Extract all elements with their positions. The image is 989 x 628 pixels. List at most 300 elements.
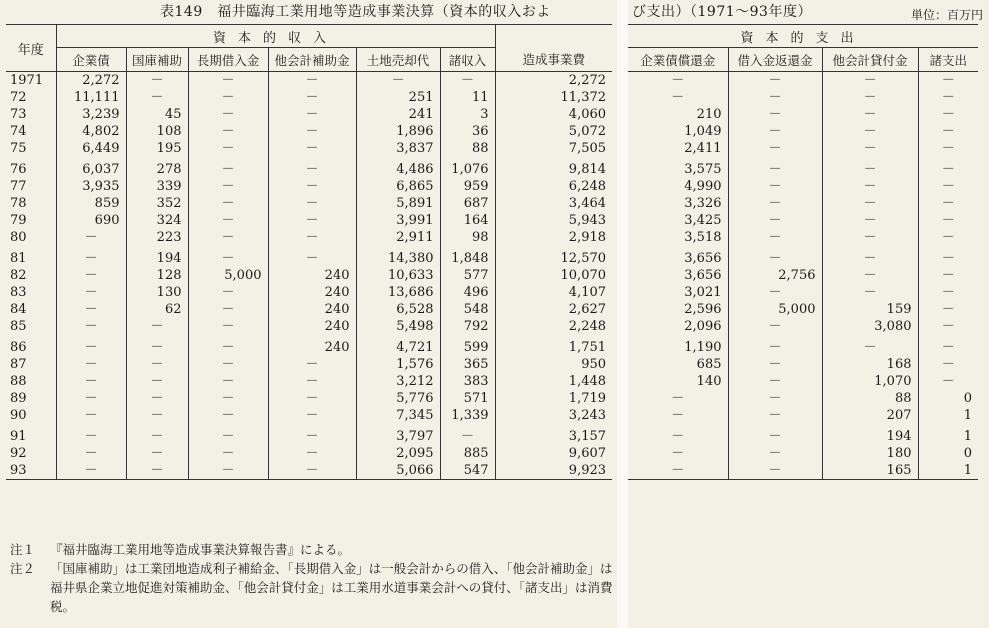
table-cell: － bbox=[918, 284, 978, 301]
table-cell: 7,345 bbox=[356, 407, 440, 424]
table-cell: － bbox=[822, 106, 918, 123]
table-row bbox=[628, 462, 978, 480]
table-title-right: び支出）（1971～93年度） bbox=[632, 4, 812, 20]
table-cell: － bbox=[728, 424, 822, 445]
table-cell: － bbox=[268, 356, 356, 373]
table-cell: － bbox=[440, 424, 495, 445]
note-text: 『福井臨海工業用地等造成事業決算報告書』による。 bbox=[50, 542, 351, 557]
table-row bbox=[6, 284, 612, 301]
table-cell: 1 bbox=[918, 462, 978, 480]
table-cell: 3,239 bbox=[56, 106, 126, 123]
table-cell: － bbox=[56, 424, 126, 445]
table-cell: － bbox=[126, 445, 188, 462]
table-cell: － bbox=[918, 212, 978, 229]
column-header: 造成事業費 bbox=[495, 48, 612, 72]
table-cell: 3,080 bbox=[822, 318, 918, 335]
table-row bbox=[628, 89, 978, 106]
table-cell: 6,528 bbox=[356, 301, 440, 318]
table-cell: － bbox=[728, 335, 822, 356]
year-cell: 80 bbox=[10, 230, 27, 245]
table-cell: 207 bbox=[822, 407, 918, 424]
table-cell: 365 bbox=[440, 356, 495, 373]
table-row bbox=[628, 106, 978, 123]
table-cell: － bbox=[671, 446, 685, 461]
table-cell: 3,837 bbox=[356, 140, 440, 157]
table-cell: － bbox=[56, 301, 126, 318]
table-row bbox=[6, 424, 612, 445]
table-cell: 1 bbox=[918, 424, 978, 445]
table-cell: 36 bbox=[440, 123, 495, 140]
table-cell: 885 bbox=[440, 445, 495, 462]
table-row bbox=[628, 123, 978, 140]
table-cell: 11,111 bbox=[56, 89, 126, 106]
table-cell: 240 bbox=[268, 318, 356, 335]
table-cell: 1 bbox=[918, 407, 978, 424]
column-header: 借入金返還金 bbox=[728, 48, 822, 72]
table-cell: － bbox=[188, 229, 268, 246]
table-cell: － bbox=[268, 390, 356, 407]
table-cell: － bbox=[126, 407, 188, 424]
table-cell: － bbox=[268, 445, 356, 462]
table-cell: － bbox=[918, 140, 978, 157]
table-cell: 210 bbox=[696, 107, 722, 122]
note-2 bbox=[10, 559, 620, 616]
table-cell: － bbox=[268, 212, 356, 229]
table-row bbox=[628, 356, 978, 373]
year-cell: 76 bbox=[10, 162, 27, 177]
table-cell: 62 bbox=[126, 301, 188, 318]
column-header: 企業債償還金 bbox=[628, 48, 728, 72]
table-cell: 1,339 bbox=[440, 407, 495, 424]
year-cell: 92 bbox=[10, 446, 27, 461]
table-cell: 240 bbox=[268, 267, 356, 284]
table-cell: 2,596 bbox=[684, 302, 722, 317]
table-cell: － bbox=[56, 318, 126, 335]
table-cell: － bbox=[188, 335, 268, 356]
table-row bbox=[628, 178, 978, 195]
table-cell: 3,656 bbox=[684, 268, 722, 283]
year-cell: 93 bbox=[6, 462, 56, 480]
table-cell: 5,072 bbox=[495, 123, 612, 140]
table-row bbox=[6, 123, 612, 140]
table-row bbox=[6, 140, 612, 157]
table-cell: 278 bbox=[126, 157, 188, 178]
table-cell: 159 bbox=[822, 301, 918, 318]
year-cell: 85 bbox=[10, 319, 27, 334]
table-cell: － bbox=[126, 356, 188, 373]
table-cell: － bbox=[268, 195, 356, 212]
expense-table bbox=[628, 24, 978, 480]
year-cell: 75 bbox=[10, 141, 27, 156]
table-cell: 88 bbox=[822, 390, 918, 407]
table-cell: － bbox=[188, 106, 268, 123]
table-cell: － bbox=[188, 318, 268, 335]
table-row bbox=[6, 407, 612, 424]
table-cell: － bbox=[56, 373, 126, 390]
table-cell: － bbox=[822, 195, 918, 212]
table-cell: － bbox=[56, 284, 126, 301]
table-cell: － bbox=[56, 267, 126, 284]
table-cell: － bbox=[728, 318, 822, 335]
page-gutter bbox=[617, 0, 628, 628]
table-cell: 6,248 bbox=[495, 178, 612, 195]
table-cell: 3,797 bbox=[356, 424, 440, 445]
table-cell: － bbox=[56, 246, 126, 267]
year-cell: 87 bbox=[10, 357, 27, 372]
table-cell: － bbox=[126, 72, 188, 90]
table-cell: 3,991 bbox=[356, 212, 440, 229]
table-cell: － bbox=[728, 373, 822, 390]
table-cell: － bbox=[188, 89, 268, 106]
table-row bbox=[6, 390, 612, 407]
year-cell: 77 bbox=[10, 179, 27, 194]
table-cell: 859 bbox=[56, 195, 126, 212]
table-row bbox=[628, 318, 978, 335]
table-cell: － bbox=[188, 462, 268, 480]
table-row bbox=[628, 335, 978, 356]
table-cell: － bbox=[728, 106, 822, 123]
column-header: 諸支出 bbox=[918, 48, 978, 72]
table-cell: － bbox=[671, 391, 685, 406]
table-cell: － bbox=[268, 157, 356, 178]
table-cell: － bbox=[56, 445, 126, 462]
table-cell: 383 bbox=[440, 373, 495, 390]
table-cell: 1,190 bbox=[684, 340, 722, 355]
year-cell: 84 bbox=[10, 302, 27, 317]
note-text: 「国庫補助」は工業団地造成利子補給金、「長期借入金」は一般会計からの借入、「他会計補助金」は福井県企業立地促進対策補助金、「他会計貸付金」は工業用水道事業会計への貸付、「諸支出」は消費税。 bbox=[50, 561, 613, 614]
table-cell: 4,107 bbox=[495, 284, 612, 301]
table-cell: － bbox=[628, 462, 728, 480]
table-cell: － bbox=[822, 140, 918, 157]
table-cell: － bbox=[822, 267, 918, 284]
table-cell: － bbox=[56, 356, 126, 373]
table-cell: － bbox=[918, 335, 978, 356]
table-row bbox=[6, 267, 612, 284]
table-cell: 10,070 bbox=[495, 267, 612, 284]
table-cell: － bbox=[126, 462, 188, 480]
table-row bbox=[628, 390, 978, 407]
table-row bbox=[628, 267, 978, 284]
table-cell: 1,848 bbox=[440, 246, 495, 267]
table-cell: 4,060 bbox=[495, 106, 612, 123]
note-label: 注２ bbox=[10, 561, 36, 576]
table-cell: 11,372 bbox=[495, 89, 612, 106]
table-row bbox=[6, 462, 612, 480]
table-cell: － bbox=[918, 356, 978, 373]
table-cell: 12,570 bbox=[495, 246, 612, 267]
table-cell: 2,756 bbox=[728, 267, 822, 284]
table-cell: － bbox=[918, 89, 978, 106]
table-cell: 140 bbox=[696, 374, 722, 389]
table-cell: － bbox=[822, 284, 918, 301]
table-cell: － bbox=[671, 90, 685, 105]
table-cell: 792 bbox=[440, 318, 495, 335]
table-cell: － bbox=[126, 424, 188, 445]
table-cell: － bbox=[188, 212, 268, 229]
table-row bbox=[6, 212, 612, 229]
table-cell: 1,751 bbox=[495, 335, 612, 356]
table-cell: － bbox=[822, 212, 918, 229]
year-cell: 81 bbox=[10, 251, 27, 266]
table-cell: 1,448 bbox=[495, 373, 612, 390]
table-cell: 223 bbox=[126, 229, 188, 246]
year-cell: 73 bbox=[10, 107, 27, 122]
table-cell: 0 bbox=[918, 390, 978, 407]
year-cell: 86 bbox=[10, 340, 27, 355]
table-cell: 687 bbox=[440, 195, 495, 212]
table-cell: － bbox=[126, 89, 188, 106]
table-row bbox=[6, 373, 612, 390]
table-cell: － bbox=[918, 301, 978, 318]
table-cell: 1,076 bbox=[440, 157, 495, 178]
table-cell: 352 bbox=[126, 195, 188, 212]
table-row bbox=[6, 356, 612, 373]
table-cell: 5,943 bbox=[495, 212, 612, 229]
table-row bbox=[6, 445, 612, 462]
table-cell: 165 bbox=[822, 462, 918, 480]
table-cell: 1,070 bbox=[822, 373, 918, 390]
table-cell: 195 bbox=[126, 140, 188, 157]
table-cell: 2,411 bbox=[684, 141, 722, 156]
table-cell: － bbox=[268, 106, 356, 123]
table-cell: － bbox=[728, 157, 822, 178]
table-cell: 5,000 bbox=[728, 301, 822, 318]
table-cell: 240 bbox=[268, 301, 356, 318]
table-cell: － bbox=[268, 89, 356, 106]
table-cell: 4,990 bbox=[684, 179, 722, 194]
table-cell: － bbox=[822, 246, 918, 267]
table-title-left: 表149 福井臨海工業用地等造成事業決算（資本的収入およ bbox=[160, 4, 551, 20]
table-cell: 1,719 bbox=[495, 390, 612, 407]
table-cell: － bbox=[728, 72, 822, 90]
table-cell: 180 bbox=[822, 445, 918, 462]
table-cell: 11 bbox=[440, 89, 495, 106]
year-cell: 74 bbox=[10, 124, 27, 139]
table-cell: － bbox=[56, 390, 126, 407]
table-cell: 950 bbox=[495, 356, 612, 373]
table-cell: 1,049 bbox=[684, 124, 722, 139]
table-cell: － bbox=[188, 445, 268, 462]
table-cell: － bbox=[126, 373, 188, 390]
header-spacer bbox=[495, 25, 612, 48]
table-cell: 5,498 bbox=[356, 318, 440, 335]
table-cell: － bbox=[728, 229, 822, 246]
table-cell: － bbox=[918, 373, 978, 390]
table-row bbox=[6, 106, 612, 123]
unit-label: 単位：百万円 bbox=[910, 8, 983, 22]
table-cell: － bbox=[728, 212, 822, 229]
table-cell: － bbox=[188, 373, 268, 390]
year-cell: 89 bbox=[10, 391, 27, 406]
table-cell: － bbox=[918, 267, 978, 284]
table-row bbox=[628, 157, 978, 178]
income-table bbox=[6, 24, 612, 480]
table-cell: 3,212 bbox=[356, 373, 440, 390]
table-cell: 2,272 bbox=[495, 72, 612, 90]
table-row bbox=[628, 424, 978, 445]
notes bbox=[10, 540, 620, 616]
table-cell: 3,157 bbox=[495, 424, 612, 445]
table-cell: 4,486 bbox=[356, 157, 440, 178]
table-cell: － bbox=[188, 195, 268, 212]
year-cell: 91 bbox=[10, 429, 27, 444]
table-cell: 5,776 bbox=[356, 390, 440, 407]
table-cell: － bbox=[822, 335, 918, 356]
table-cell: － bbox=[918, 72, 978, 90]
table-cell: 3,935 bbox=[56, 178, 126, 195]
table-cell: － bbox=[822, 178, 918, 195]
table-cell: － bbox=[188, 157, 268, 178]
table-cell: 4,721 bbox=[356, 335, 440, 356]
table-cell: － bbox=[822, 229, 918, 246]
table-cell: － bbox=[671, 408, 685, 423]
table-cell: － bbox=[728, 178, 822, 195]
table-cell: － bbox=[56, 462, 126, 480]
table-cell: 10,633 bbox=[356, 267, 440, 284]
table-row bbox=[628, 229, 978, 246]
year-cell: 79 bbox=[10, 213, 27, 228]
table-cell: － bbox=[728, 356, 822, 373]
table-row bbox=[6, 72, 612, 90]
table-cell: － bbox=[126, 335, 188, 356]
table-cell: 5,066 bbox=[356, 462, 440, 480]
table-cell: － bbox=[188, 390, 268, 407]
year-header: 年度 bbox=[6, 25, 56, 72]
table-cell: 496 bbox=[440, 284, 495, 301]
column-header: 企業債 bbox=[56, 48, 126, 72]
table-cell: 571 bbox=[440, 390, 495, 407]
note-label: 注１ bbox=[10, 542, 36, 557]
table-cell: － bbox=[728, 246, 822, 267]
table-cell: － bbox=[268, 407, 356, 424]
column-header: 土地売却代 bbox=[356, 48, 440, 72]
table-row bbox=[628, 301, 978, 318]
table-cell: － bbox=[188, 72, 268, 90]
table-row bbox=[628, 195, 978, 212]
table-cell: 3,326 bbox=[684, 196, 722, 211]
column-header: 他会計補助金 bbox=[268, 48, 356, 72]
table-row bbox=[6, 157, 612, 178]
table-cell: － bbox=[188, 246, 268, 267]
year-cell: 83 bbox=[10, 285, 27, 300]
table-cell: 577 bbox=[440, 267, 495, 284]
table-cell: － bbox=[918, 106, 978, 123]
table-cell: 194 bbox=[126, 246, 188, 267]
table-cell: 324 bbox=[126, 212, 188, 229]
table-cell: 3 bbox=[440, 106, 495, 123]
table-cell: － bbox=[356, 72, 440, 90]
table-row bbox=[6, 246, 612, 267]
table-cell: 547 bbox=[440, 462, 495, 480]
table-cell: 2,911 bbox=[356, 229, 440, 246]
table-cell: 2,096 bbox=[684, 319, 722, 334]
table-cell: 548 bbox=[440, 301, 495, 318]
table-cell: 251 bbox=[356, 89, 440, 106]
table-cell: 339 bbox=[126, 178, 188, 195]
table-cell: 3,021 bbox=[684, 285, 722, 300]
table-row bbox=[6, 229, 612, 246]
table-row bbox=[6, 335, 612, 356]
table-row bbox=[6, 195, 612, 212]
table-cell: － bbox=[188, 123, 268, 140]
table-row bbox=[6, 89, 612, 106]
table-cell: 6,449 bbox=[56, 140, 126, 157]
table-cell: － bbox=[126, 390, 188, 407]
table-cell: － bbox=[188, 356, 268, 373]
table-cell: － bbox=[918, 123, 978, 140]
year-cell: 78 bbox=[10, 196, 27, 211]
table-cell: － bbox=[918, 246, 978, 267]
table-cell: 13,686 bbox=[356, 284, 440, 301]
table-cell: － bbox=[188, 178, 268, 195]
column-header: 長期借入金 bbox=[188, 48, 268, 72]
table-cell: 194 bbox=[822, 424, 918, 445]
table-cell: － bbox=[918, 178, 978, 195]
table-cell: 240 bbox=[268, 335, 356, 356]
table-cell: － bbox=[188, 284, 268, 301]
table-cell: 5,891 bbox=[356, 195, 440, 212]
year-cell: 1971 bbox=[10, 73, 44, 88]
note-1 bbox=[10, 540, 620, 559]
table-cell: 45 bbox=[126, 106, 188, 123]
table-cell: － bbox=[728, 390, 822, 407]
year-cell: 82 bbox=[10, 268, 27, 283]
table-cell: 2,627 bbox=[495, 301, 612, 318]
table-cell: － bbox=[918, 195, 978, 212]
table-cell: 4,802 bbox=[56, 123, 126, 140]
table-cell: － bbox=[918, 157, 978, 178]
table-cell: 3,518 bbox=[684, 230, 722, 245]
table-cell: － bbox=[188, 301, 268, 318]
table-cell: － bbox=[671, 429, 685, 444]
table-cell: 6,037 bbox=[56, 157, 126, 178]
table-cell: － bbox=[268, 246, 356, 267]
table-cell: － bbox=[728, 445, 822, 462]
table-cell: 98 bbox=[440, 229, 495, 246]
table-cell: 9,607 bbox=[495, 445, 612, 462]
column-header: 諸収入 bbox=[440, 48, 495, 72]
expense-group-header: 資本的支出 bbox=[628, 25, 978, 48]
table-cell: － bbox=[268, 462, 356, 480]
table-cell: － bbox=[728, 140, 822, 157]
table-cell: 88 bbox=[440, 140, 495, 157]
table-cell: － bbox=[822, 89, 918, 106]
table-cell: － bbox=[918, 229, 978, 246]
table-cell: － bbox=[188, 407, 268, 424]
table-cell: 2,248 bbox=[495, 318, 612, 335]
table-cell: － bbox=[671, 73, 685, 88]
table-cell: － bbox=[268, 72, 356, 90]
table-cell: － bbox=[268, 424, 356, 445]
table-cell: 3,243 bbox=[495, 407, 612, 424]
table-cell: 1,576 bbox=[356, 356, 440, 373]
table-cell: 128 bbox=[126, 267, 188, 284]
table-cell: － bbox=[728, 123, 822, 140]
table-cell: 14,380 bbox=[356, 246, 440, 267]
table-cell: － bbox=[918, 318, 978, 335]
table-cell: 7,505 bbox=[495, 140, 612, 157]
table-cell: － bbox=[728, 462, 822, 480]
table-cell: 685 bbox=[696, 357, 722, 372]
table-cell: 130 bbox=[126, 284, 188, 301]
table-row bbox=[628, 212, 978, 229]
year-cell: 72 bbox=[10, 90, 27, 105]
table-cell: 2,272 bbox=[56, 72, 126, 90]
table-row bbox=[628, 246, 978, 267]
table-row bbox=[6, 301, 612, 318]
table-cell: 690 bbox=[56, 212, 126, 229]
table-cell: 9,814 bbox=[495, 157, 612, 178]
